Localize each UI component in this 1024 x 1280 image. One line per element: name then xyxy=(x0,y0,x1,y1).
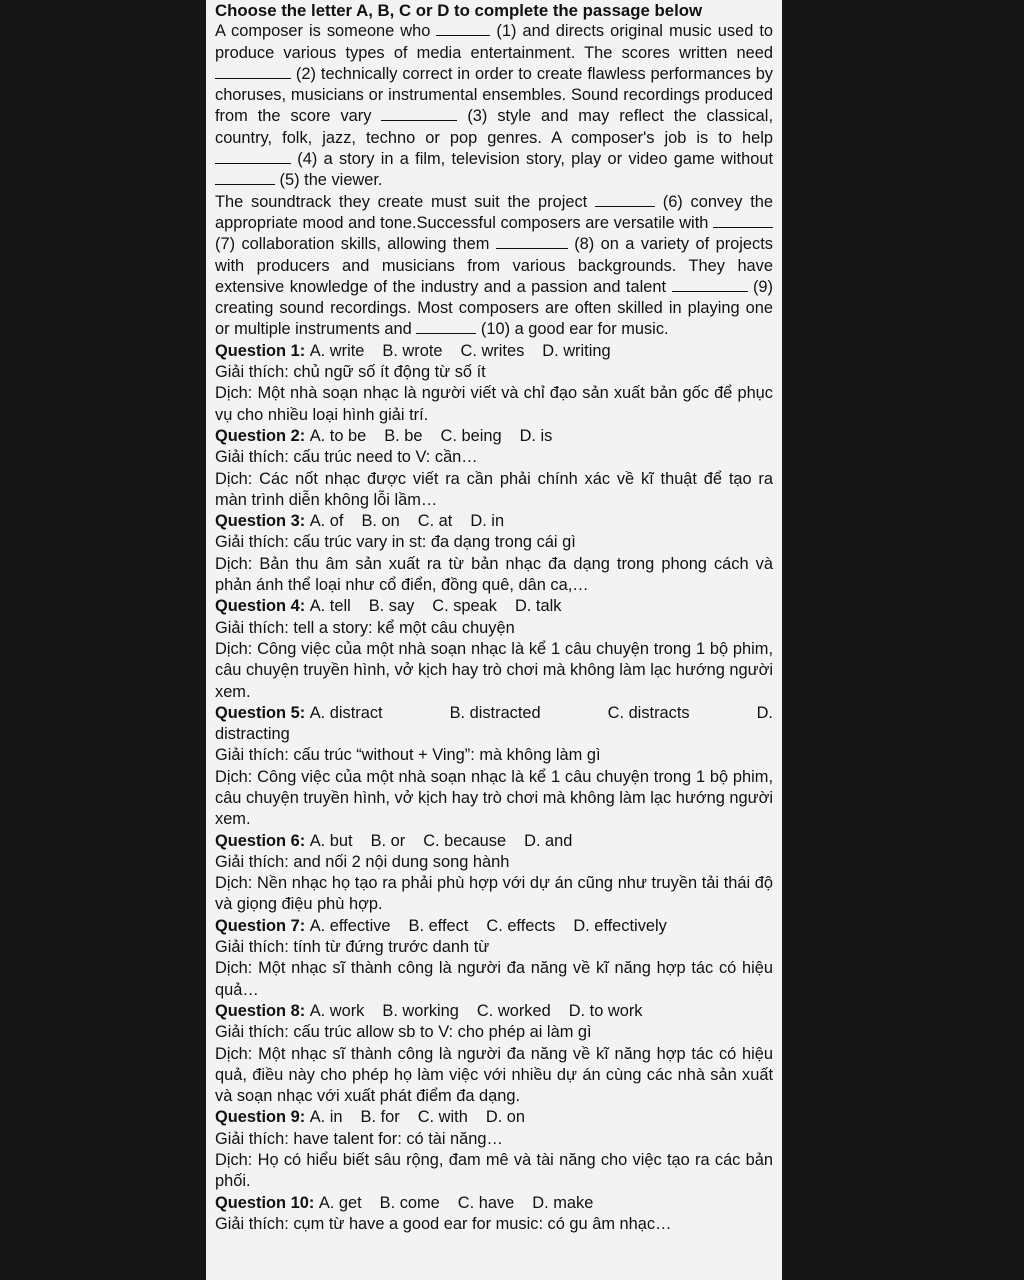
option-a: A. work xyxy=(309,1001,365,1020)
explanation: Giải thích: have talent for: có tài năng… xyxy=(215,1129,503,1148)
translation: Dịch: Một nhà soạn nhạc là người viết và chỉ đạo sản xuất bản gốc để phục vụ cho nhiều loại hình giải trí. xyxy=(215,384,773,424)
option-d-continued: distracting xyxy=(215,725,290,744)
option-c: C. speak xyxy=(432,597,497,616)
option-b: B. say xyxy=(368,597,415,616)
option-d: D. writing xyxy=(542,341,611,360)
document-page xyxy=(206,0,782,1280)
option-d: D. is xyxy=(519,426,553,445)
text-run: (5) the viewer. xyxy=(275,171,383,190)
question-5 xyxy=(215,703,773,724)
option-a: A. effective xyxy=(309,916,391,935)
text-run: (2) technically correct in order to create flawless performances by choruses, musicians or instrumental ensembles. Sound recordings produced from the score vary xyxy=(215,64,773,126)
text-run: (6) convey the appropriate mood and tone.Successful composers are versatile with xyxy=(215,192,773,232)
question-label: Question 4: xyxy=(215,597,306,616)
text-run: (1) and directs original music used to produce various types of media entertainment. The scores written need xyxy=(215,22,773,62)
option-a: A. of xyxy=(309,512,344,531)
option-c: C. worked xyxy=(476,1001,551,1020)
translation: Dịch: Họ có hiểu biết sâu rộng, đam mê và tài năng cho việc tạo ra các bản phối. xyxy=(215,1151,773,1191)
passage-paragraph-1 xyxy=(215,21,773,191)
blank-10 xyxy=(416,320,476,334)
option-a: A. tell xyxy=(309,597,351,616)
text-run: (3) style and may reflect the classical, country, folk, jazz, techno or pop genres. A composer's job is to help xyxy=(215,107,773,147)
blank-6 xyxy=(595,193,655,207)
option-d: D. effectively xyxy=(573,916,667,935)
blank-8 xyxy=(496,235,568,249)
question-10 xyxy=(215,1193,773,1214)
translation: Dịch: Bản thu âm sản xuất ra từ bản nhạc đa dạng trong phong cách và phản ánh thể loại như cổ điển, đồng quê, dân ca,… xyxy=(215,554,773,595)
option-a: A. distract xyxy=(309,703,383,722)
explanation: Giải thích: cấu trúc allow sb to V: cho phép ai làm gì xyxy=(215,1023,592,1042)
blank-3 xyxy=(381,107,457,121)
option-a: A. to be xyxy=(309,426,367,445)
translation: Dịch: Nền nhạc họ tạo ra phải phù hợp với dự án cũng như truyền tải thái độ và giọng điệu phù hợp. xyxy=(215,874,773,914)
text-run: A composer is someone who xyxy=(215,22,437,41)
explanation: Giải thích: cụm từ have a good ear for music: có gu âm nhạc… xyxy=(215,1214,672,1233)
question-label: Question 8: xyxy=(215,1001,306,1020)
option-c: C. at xyxy=(417,512,453,531)
question-label: Question 6: xyxy=(215,831,306,850)
explanation: Giải thích: cấu trúc vary in st: đa dạng trong cái gì xyxy=(215,533,576,552)
blank-9 xyxy=(672,278,748,292)
option-c: C. distracts xyxy=(607,703,690,722)
option-c: C. with xyxy=(417,1108,468,1127)
passage-paragraph-2 xyxy=(215,192,773,341)
question-label: Question 1: xyxy=(215,341,306,360)
translation: Dịch: Công việc của một nhà soạn nhạc là kể 1 câu chuyện trong 1 bộ phim, câu chuyện truyền hình, vở kịch hay trò chơi mà không làm lạc hướng người xem. xyxy=(215,639,773,701)
translation: Dịch: Các nốt nhạc được viết ra cần phải chính xác về kĩ thuật để tạo ra màn trình diễn không lỗi lầm… xyxy=(215,469,773,509)
option-b: B. come xyxy=(379,1193,440,1212)
option-c: C. writes xyxy=(460,341,525,360)
text-run: (10) a good ear for music. xyxy=(476,320,669,339)
question-2 xyxy=(215,426,773,447)
option-d: D. make xyxy=(532,1193,594,1212)
option-d: D. in xyxy=(470,512,505,531)
question-label: Question 5: xyxy=(215,703,306,722)
question-1 xyxy=(215,341,773,362)
text-run: (9) creating sound recordings. Most composers are often skilled in playing one or multiple instruments and xyxy=(215,277,773,339)
option-c: C. being xyxy=(440,426,502,445)
blank-7 xyxy=(713,214,773,228)
explanation: Giải thích: chủ ngữ số ít động từ số ít xyxy=(215,363,486,382)
blank-5 xyxy=(215,171,275,185)
question-label: Question 7: xyxy=(215,916,306,935)
option-c: C. because xyxy=(423,831,507,850)
option-a: A. but xyxy=(309,831,353,850)
explanation: Giải thích: tell a story: kể một câu chuyện xyxy=(215,618,515,637)
option-b: B. for xyxy=(360,1108,400,1127)
text-run: (8) on a variety of projects with producers and musicians from various backgrounds. They have extensive knowledge of the industry and a passion and talent xyxy=(215,235,773,296)
translation: Dịch: Công việc của một nhà soạn nhạc là kể 1 câu chuyện trong 1 bộ phim, câu chuyện truyền hình, vở kịch hay trò chơi mà không làm lạc hướng người xem. xyxy=(215,767,773,829)
option-b: B. working xyxy=(382,1001,459,1020)
question-8 xyxy=(215,1001,773,1022)
explanation: Giải thích: cấu trúc “without + Ving”: mà không làm gì xyxy=(215,746,601,765)
option-b: B. distracted xyxy=(449,703,541,722)
option-d: D. talk xyxy=(514,597,562,616)
option-a: A. write xyxy=(309,341,365,360)
option-c: C. effects xyxy=(486,916,556,935)
left-dark-margin xyxy=(0,0,206,1280)
option-b: B. effect xyxy=(408,916,469,935)
text-run: (4) a story in a film, television story, play or video game without xyxy=(291,150,773,169)
question-4 xyxy=(215,596,773,617)
right-dark-margin xyxy=(782,0,1024,1280)
option-b: B. or xyxy=(370,831,406,850)
question-label: Question 10: xyxy=(215,1193,315,1212)
explanation: Giải thích: and nối 2 nội dung song hành xyxy=(215,852,510,871)
option-d: D. xyxy=(756,703,773,722)
question-label: Question 9: xyxy=(215,1108,306,1127)
explanation: Giải thích: cấu trúc need to V: cần… xyxy=(215,448,478,467)
option-a: A. in xyxy=(309,1108,343,1127)
question-9 xyxy=(215,1107,773,1128)
passage-title: Choose the letter A, B, C or D to complete the passage below xyxy=(215,1,703,20)
translation: Dịch: Một nhạc sĩ thành công là người đa năng về kĩ năng hợp tác có hiệu quả… xyxy=(215,959,773,999)
option-b: B. be xyxy=(384,426,423,445)
option-d: D. on xyxy=(485,1108,525,1127)
text-run: The soundtrack they create must suit the project xyxy=(215,192,595,211)
question-3 xyxy=(215,511,773,532)
question-label: Question 3: xyxy=(215,512,306,531)
question-7 xyxy=(215,916,773,937)
option-b: B. on xyxy=(361,512,400,531)
blank-2 xyxy=(215,65,291,79)
blank-4 xyxy=(215,150,291,164)
question-6 xyxy=(215,831,773,852)
option-a: A. get xyxy=(318,1193,362,1212)
text-run: (7) collaboration skills, allowing them xyxy=(215,235,496,254)
option-b: B. wrote xyxy=(382,341,443,360)
option-c: C. have xyxy=(457,1193,515,1212)
translation: Dịch: Một nhạc sĩ thành công là người đa năng về kĩ năng hợp tác có hiệu quả, điều này cho phép họ làm việc với nhiều dự án cùng các nhà sản xuất và soạn nhạc với xuất phát điểm đa dạng. xyxy=(215,1044,773,1106)
question-label: Question 2: xyxy=(215,426,306,445)
option-d: D. and xyxy=(524,831,573,850)
explanation: Giải thích: tính từ đứng trước danh từ xyxy=(215,938,490,957)
option-d: D. to work xyxy=(568,1001,643,1020)
blank-1 xyxy=(436,22,490,36)
